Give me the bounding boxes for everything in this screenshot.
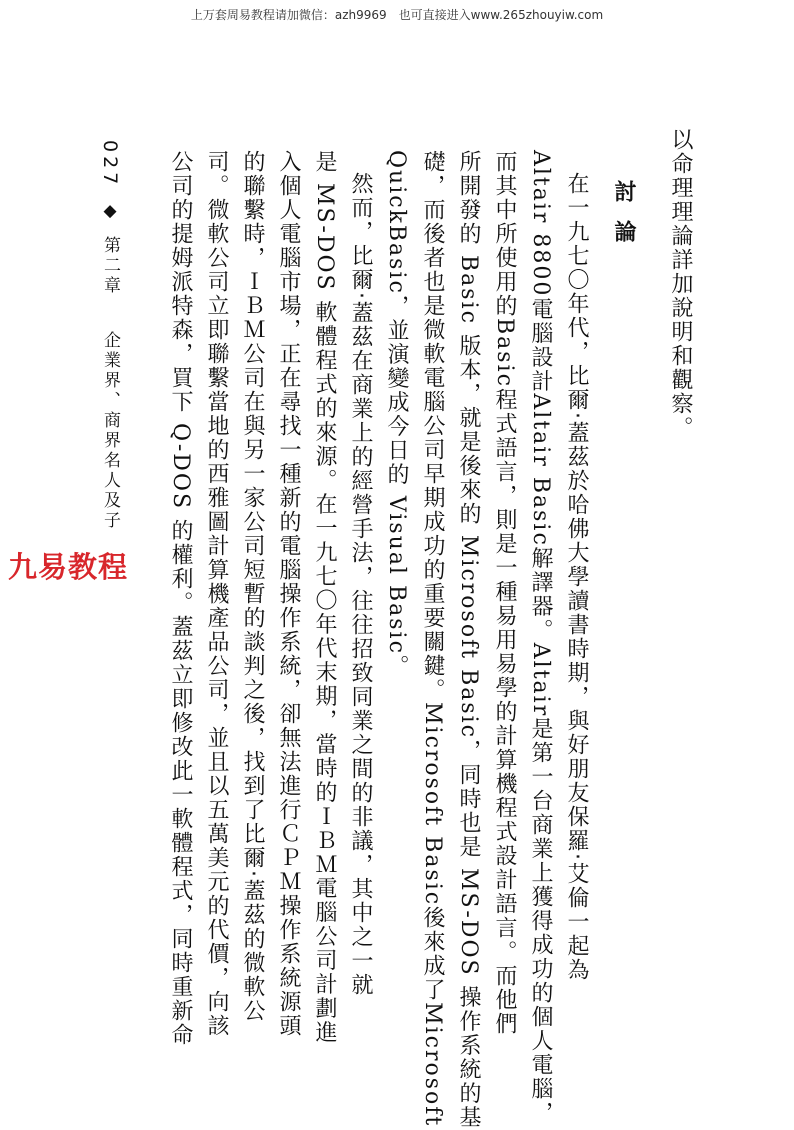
body-column-9: 入個人電腦市場，正在尋找一種新的電腦操作系統，卻無法進行ＣＰＭ操作系統源頭 [276, 150, 301, 1038]
body-column-8: 是 MS-DOS 軟體程式的來源。在一九七〇年代末期，當時的ＩＢＭ電腦公司計劃進 [312, 150, 337, 1045]
intro-line: 以命理理論詳加說明和觀察。 [668, 128, 693, 440]
body-column-5: 礎，而後者也是微軟電腦公司早期成功的重要關鍵。Microsoft Basic後來成了Microsoft [420, 150, 445, 1128]
body-column-7: 然而，比爾‧蓋茲在商業上的經營手法，往往招致同業之間的非議，其中之一就 [348, 172, 373, 997]
body-column-6: QuickBasic，並演變成今日的 Visual Basic。 [384, 150, 409, 679]
chapter-title: 企業界、商界名人及子 [100, 330, 120, 531]
page-number: 027 [99, 140, 121, 189]
body-column-10: 的聯繫時，ＩＢＭ公司在與另一家公司短暫的談判之後，找到了比爾‧蓋茲的微軟公 [240, 150, 265, 1023]
diamond-icon: ◆ [100, 200, 120, 224]
body-column-11: 司。微軟公司立即聯繫當地的西雅圖計算機產品公司，並且以五萬美元的代價，向該 [204, 150, 229, 1038]
body-column-1: 在一九七〇年代，比爾‧蓋茲於哈佛大學讀書時期，與好朋友保羅‧艾倫一起為 [564, 172, 589, 982]
page-footer [98, 140, 123, 531]
chapter-label: 第二章 [100, 236, 120, 297]
top-banner: 上万套周易教程请加微信：azh9969 也可直接进入www.265zhouyiw.com [190, 8, 604, 22]
body-column-3: 而其中所使用的Basic程式語言，則是一種易用易學的計算機程式設計語言。而他們 [492, 150, 517, 1036]
section-heading: 討論 [611, 180, 636, 260]
watermark-logo: 九易教程 [8, 550, 129, 584]
body-column-4: 所開發的 Basic 版本，就是後來的 Microsoft Basic，同時也是 MS-DOS 操作系統的基 [456, 150, 481, 1130]
body-column-12: 公司的提姆派特森，買下 Q-DOS 的權利。蓋茲立即修改此一軟體程式，同時重新命 [168, 150, 193, 1048]
body-column-2: Altair 8800電腦設計Altair Basic解譯器。Altair是第一台商業上獲得成功的個人電腦， [528, 150, 553, 1126]
